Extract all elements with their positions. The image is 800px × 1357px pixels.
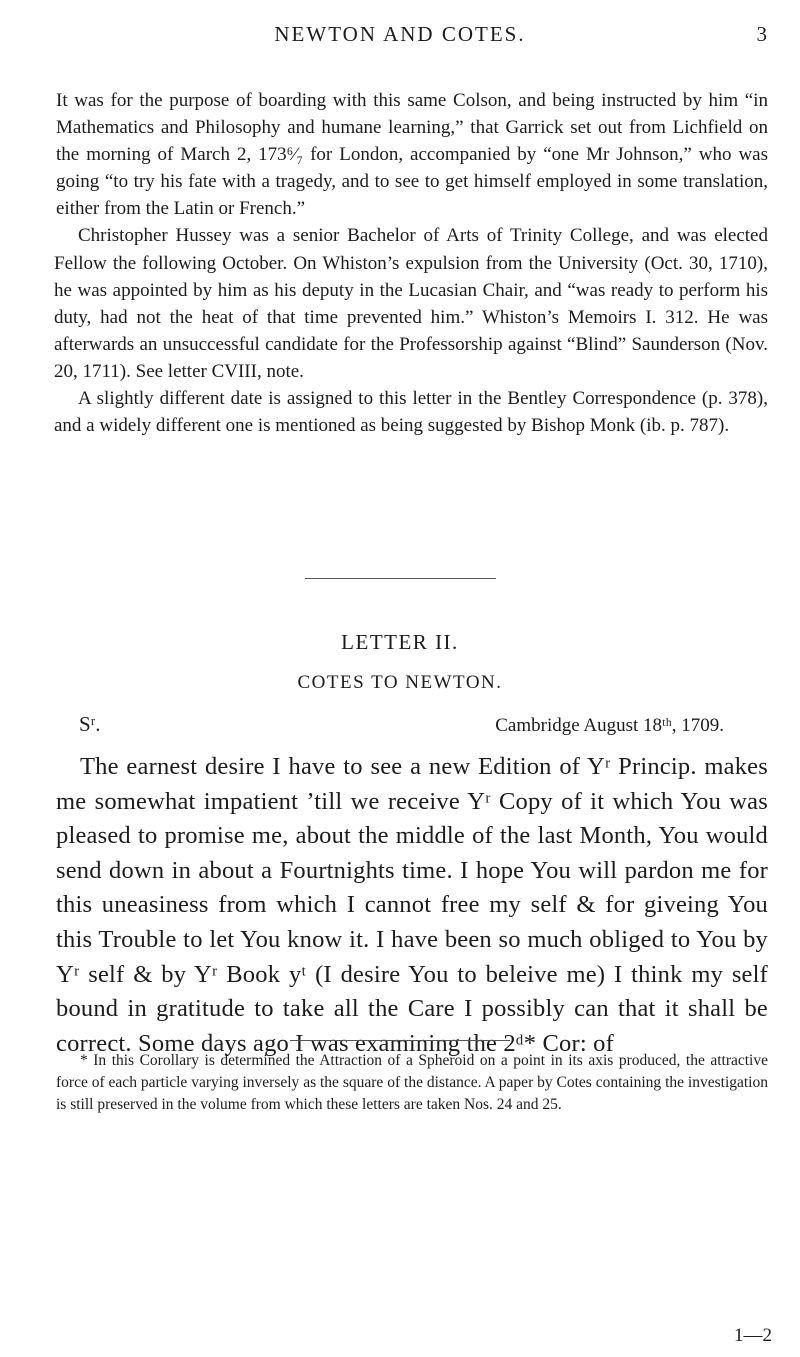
- signature-mark: 1—2: [734, 1325, 772, 1346]
- footnote-text: * In this Corollary is determined the Attraction of a Spheroid on a point in its axis produced, the attractive force of each particle varying inversely as the square of the distance. A paper by Cotes containing the investigation is still preserved in the volume from which these letters are taken Nos. 24 and 25.: [56, 1052, 768, 1113]
- intro-paragraph: It was for the purpose of boarding with this same Colson, and being instructed by him “in Mathematics and Philosophy and humane learning,” that Garrick set out from Lichfield on the morning of March 2, 173⁶⁄₇ for London, accompanied by “one Mr Johnson,” who was going “to try his fate with a tragedy, and to see to get himself employed in some translation, either from the Latin or French.”: [56, 90, 768, 220]
- page-number: 3: [756, 22, 767, 46]
- running-title: NEWTON AND COTES.: [274, 22, 526, 46]
- letter-dateline: Cambridge August 18ᵗʰ, 1709.: [495, 715, 724, 736]
- letter-title: LETTER II.: [341, 630, 459, 654]
- intro-paragraph: A slightly different date is assigned to this letter in the Bentley Correspondence (p. 378), and a widely different one is mentioned as being suggested by Bishop Monk (ib. p. 787).: [54, 388, 768, 437]
- letter-paragraph: The earnest desire I have to see a new Edition of Yʳ Princip. makes me somewhat impatient ’till we receive Yʳ Copy of it which You was pleased to promise me, about the middle of the last Month, You would send down in about a Fourtnights time. I hope You will pardon me for this uneasiness from which I cannot free my self & for giveing You this Trouble to let You know it. I have been so much obliged to You by Yʳ self & by Yʳ Book yᵗ (I desire You to beleive me) I think my self bound in gratitude to take all the Care I possibly can that it shall be correct. Some days ago I was examining the 2ᵈ* Cor: of: [56, 753, 768, 1057]
- letter-salutation: Sʳ.: [79, 712, 101, 736]
- footnote: [56, 1050, 768, 1115]
- section-divider: [305, 578, 496, 579]
- intro-paragraph: Christopher Hussey was a senior Bachelor of Arts of Trinity College, and was elected Fellow the following October. On Whiston’s expulsion from the University (Oct. 30, 1710), he was appointed by him as his deputy in the Lucasian Chair, and “was ready to perform his duty, had not the heat of that time prevented him.” Whiston’s Memoirs I. 312. He was afterwards an unsuccessful candidate for the Professorship against “Blind” Saunderson (Nov. 20, 1711). See letter CVIII, note.: [54, 225, 768, 382]
- letter-subtitle: COTES TO NEWTON.: [297, 672, 503, 693]
- footnote-divider: [290, 1040, 510, 1041]
- intro-notes: [56, 87, 768, 439]
- letter-body: [56, 750, 768, 1061]
- running-header: [0, 22, 800, 62]
